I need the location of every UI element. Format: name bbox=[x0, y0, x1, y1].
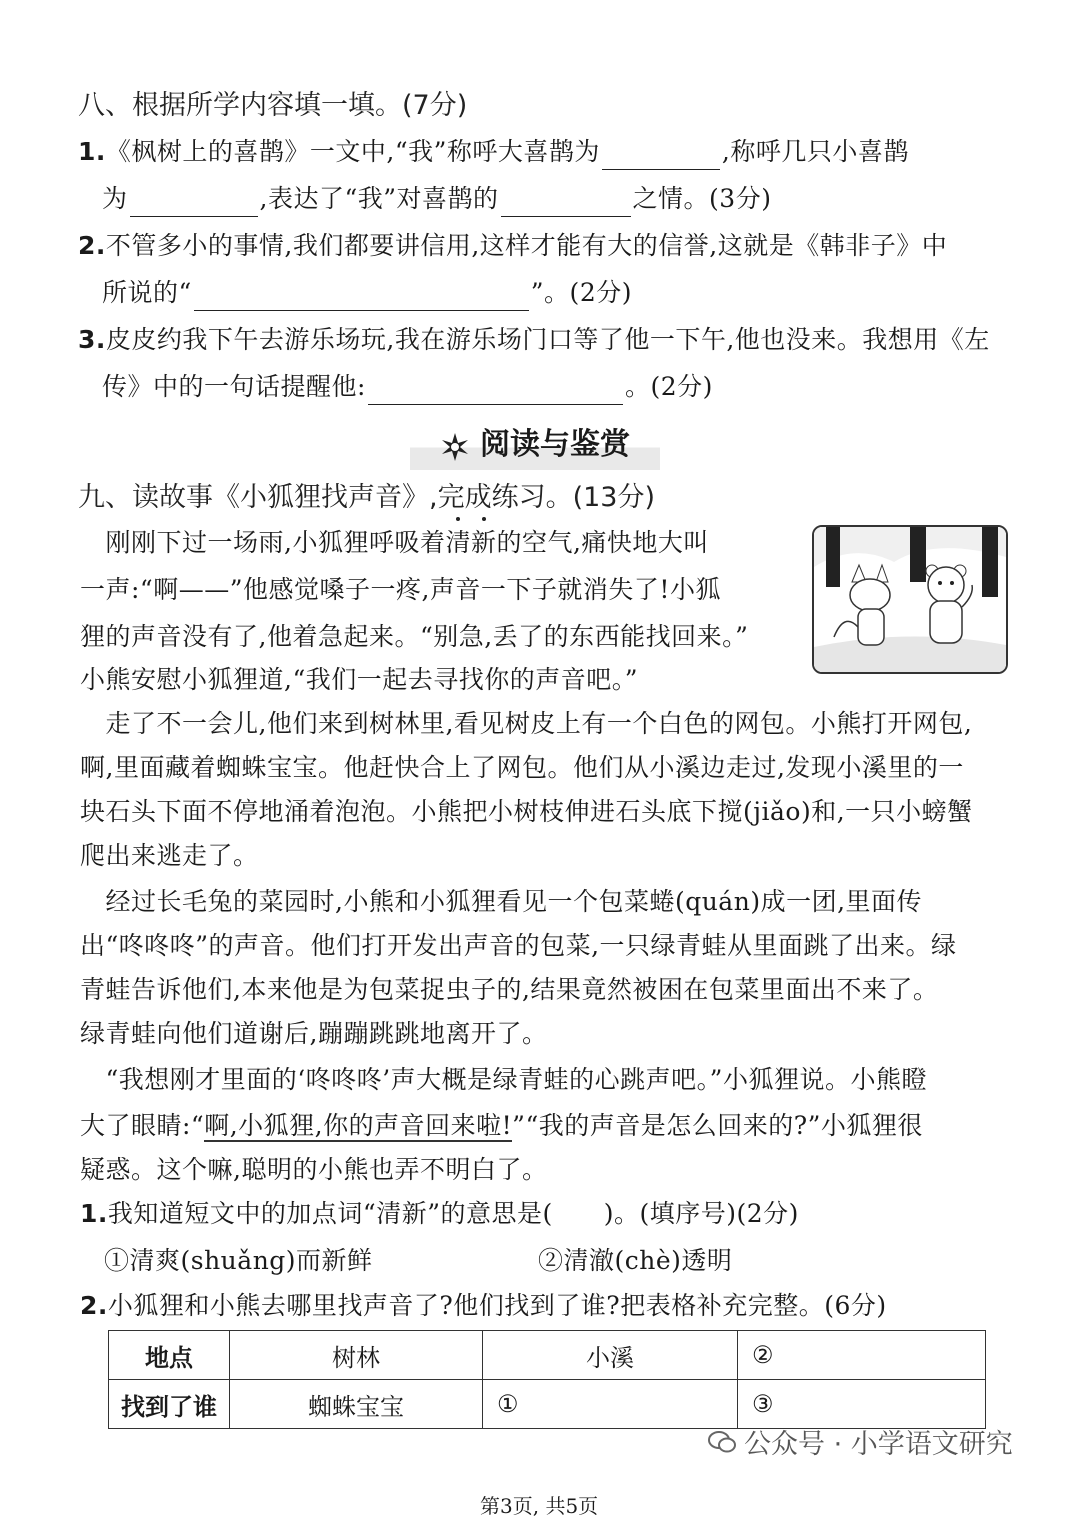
story-p2-line1: 走了不一会儿,他们来到树林里,看见树皮上有一个白色的网包。小熊打开网包, bbox=[80, 709, 973, 738]
table-cell: 小溪 bbox=[483, 1331, 738, 1380]
question-number: 1. bbox=[78, 137, 106, 166]
question-number: 2. bbox=[78, 231, 106, 260]
story-p4-line1: “我想刚才里面的‘咚咚咚’声大概是绿青蛙的心跳声吧。”小狐狸说。小熊瞪 bbox=[80, 1065, 927, 1094]
table-row bbox=[109, 1331, 986, 1380]
dotted-char: 清 bbox=[445, 525, 471, 561]
answer-blank[interactable] bbox=[130, 188, 258, 217]
table-cell-answer[interactable]: ② bbox=[738, 1331, 986, 1380]
section-8-heading: 八、根据所学内容填一填。(7分) bbox=[78, 90, 468, 121]
s8-q2-line1: 2.不管多小的事情,我们都要讲信用,这样才能有大的信誉,这就是《韩非子》中 bbox=[78, 231, 948, 260]
watermark: 公众号 · 小学语文研究 bbox=[708, 1422, 1013, 1461]
answer-blank[interactable] bbox=[194, 282, 529, 311]
s8-q2-line2: 所说的“ ”。(2分) bbox=[102, 275, 632, 311]
s8-q1-line2: 为 ,表达了“我”对喜鹊的 之情。(3分) bbox=[102, 181, 771, 217]
story-p3-line3: 青蛙告诉他们,本来他是为包菜捉虫子的,结果竟然被困在包菜里面出不来了。 bbox=[80, 975, 939, 1004]
story-p3-line1: 经过长毛兔的菜园时,小熊和小狐狸看见一个包菜蜷(quán)成一团,里面传 bbox=[80, 887, 923, 916]
answer-blank[interactable] bbox=[501, 188, 631, 217]
story-illustration bbox=[812, 525, 1008, 674]
s8-q3-line1: 3.皮皮约我下午去游乐场玩,我在游乐场门口等了他一下午,他也没来。我想用《左 bbox=[78, 325, 990, 354]
question-number: 1. bbox=[80, 1199, 108, 1228]
table-cell-answer[interactable]: ③ bbox=[738, 1380, 986, 1429]
story-p4-line3: 疑惑。这个嘛,聪明的小熊也弄不明白了。 bbox=[80, 1155, 548, 1184]
s9-q2: 2.小狐狸和小熊去哪里找声音了?他们找到了谁?把表格补充完整。(6分) bbox=[80, 1291, 887, 1320]
story-p1-line2: 一声:“啊——”他感觉嗓子一疼,声音一下子就消失了!小狐 bbox=[80, 575, 721, 604]
question-number: 2. bbox=[80, 1291, 108, 1320]
story-p4-line2: 大了眼睛:“啊,小狐狸,你的声音回来啦!”“我的声音是怎么回来的?”小狐狸很 bbox=[80, 1111, 923, 1140]
answer-table bbox=[108, 1330, 986, 1429]
underlined-quote: 啊,小狐狸,你的声音回来啦! bbox=[204, 1111, 513, 1140]
story-p3-line4: 绿青蛙向他们道谢后,蹦蹦跳跳地离开了。 bbox=[80, 1019, 548, 1048]
table-cell-answer[interactable]: ① bbox=[483, 1380, 738, 1429]
table-cell: 树林 bbox=[230, 1331, 483, 1380]
table-header-cell: 找到了谁 bbox=[109, 1380, 230, 1429]
question-number: 3. bbox=[78, 325, 106, 354]
star-burst-icon bbox=[440, 432, 470, 466]
wechat-icon bbox=[708, 1430, 736, 1461]
table-cell: 蜘蛛宝宝 bbox=[230, 1380, 483, 1429]
story-p2-line4: 爬出来逃走了。 bbox=[80, 841, 259, 870]
story-p3-line2: 出“咚咚咚”的声音。他们打开发出声音的包菜,一只绿青蛙从里面跳了出来。绿 bbox=[80, 931, 957, 960]
answer-blank[interactable] bbox=[368, 376, 623, 405]
story-p1-line3: 狸的声音没有了,他着急起来。“别急,丢了的东西能找回来。” bbox=[80, 622, 749, 651]
page-footer: 第3页, 共5页 bbox=[480, 1494, 599, 1518]
s9-q1-option-2[interactable]: ②清澈(chè)透明 bbox=[538, 1246, 733, 1275]
story-p2-line3: 块石头下面不停地涌着泡泡。小熊把小树枝伸进石头底下搅(jiǎo)和,一只小螃蟹 bbox=[80, 797, 973, 826]
s9-q1: 1.我知道短文中的加点词“清新”的意思是( )。(填序号)(2分) bbox=[80, 1199, 799, 1228]
section-9-heading: 九、读故事《小狐狸找声音》,完成练习。(13分) bbox=[78, 482, 656, 513]
s8-q1-line1: 1.《枫树上的喜鹊》一文中,“我”称呼大喜鹊为 ,称呼几只小喜鹊 bbox=[78, 134, 909, 170]
story-p2-line2: 啊,里面藏着蜘蛛宝宝。他赶快合上了网包。他们从小溪边走过,发现小溪里的一 bbox=[80, 753, 964, 782]
answer-blank[interactable] bbox=[602, 141, 720, 170]
s9-q1-option-1[interactable]: ①清爽(shuǎng)而新鲜 bbox=[104, 1246, 373, 1275]
story-p1-line1: 刚刚下过一场雨,小狐狸呼吸着清新的空气,痛快地大叫 bbox=[80, 525, 709, 561]
reading-banner-title: 阅读与鉴赏 bbox=[480, 427, 630, 462]
dotted-char: 新 bbox=[471, 525, 497, 561]
table-header-cell: 地点 bbox=[109, 1331, 230, 1380]
story-p1-line4: 小熊安慰小狐狸道,“我们一起去寻找你的声音吧。” bbox=[80, 665, 639, 694]
s8-q3-line2: 传》中的一句话提醒他: 。(2分) bbox=[102, 369, 713, 405]
